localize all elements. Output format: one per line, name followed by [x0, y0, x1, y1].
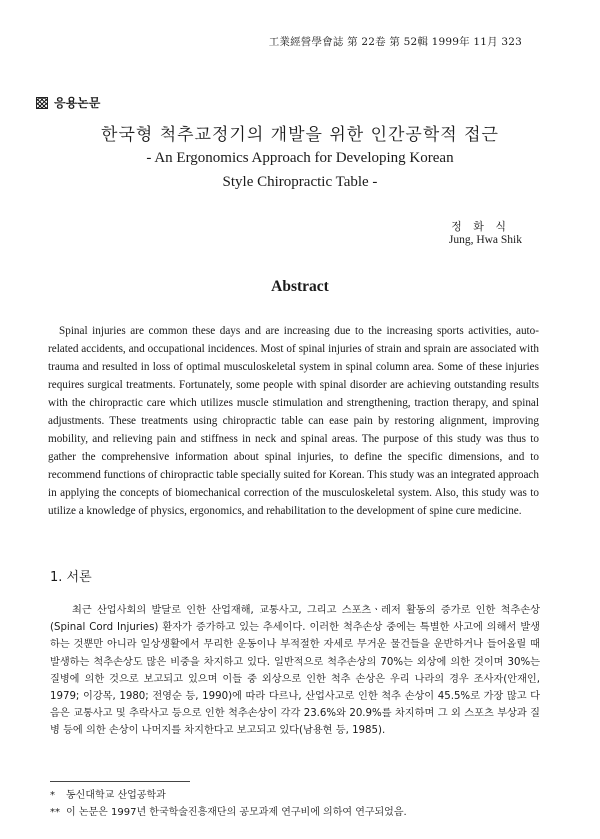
title-english-line2: Style Chiropractic Table - — [222, 174, 378, 190]
footnotes — [50, 787, 550, 821]
section-heading-introduction: 1. 서론 — [50, 570, 92, 585]
footnote-text: 이 논문은 1997년 한국학술진흥재단의 공모과제 연구비에 의하여 연구되었음. — [66, 807, 407, 818]
abstract-text: Spinal injuries are common these days and are increasing due to the increasing sports activities, auto-related accidents, and occupational incidences. Most of spinal injuries of strain and sprain are associated with trauma and resulted in loss of optimal musculoskeletal system in spinal column area. Some of these injuries requires surgical treatments. Fortunately, some people with spinal disorder are achieving outstanding results with the chiropractic care which utilizes muscle stimulation and strengthening, traction therapy, and spinal adjustments. These treatments using chiropractic table can ease pain by restoring alignment, improving mobility, and relieving pain and stiffness in neck and spinal areas. The purpose of this study was thus to gather the comprehensive information about spinal injuries, to define the specific dimensions, and to recommend functions of chiropractic table specially suited for Korean. This study was an integrated approach in applying the concepts of biomechanical correction of the musculoskeletal system. Also, this study was to utilize a knowledge of physics, ergonomics, and rehabilitation to the development of spine cure medicine. — [48, 325, 539, 517]
footnote-funding — [50, 804, 550, 821]
section-tag — [36, 94, 100, 111]
section-tag-label: 응용논문 — [54, 96, 101, 110]
running-header: 工業經營學會誌 第 22卷 第 52輯 1999年 11月 323 — [268, 36, 522, 48]
introduction-text: 최근 산업사회의 발달로 인한 산업재해, 교통사고, 그리고 스포츠ㆍ레저 활동의 증가로 인한 척추손상(Spinal Cord Injuries) 환자가 증가하고 있는 추세이다. 이러한 척추손상 중에는 특별한 사고에 의해서 발생하는 것뿐만 아니라 일상생활에서 무리한 운동이나 부적절한 자세로 무거운 물건들을 운반하거나 들어올릴 때 발생하는 척추손상도 많은 비중을 차지하고 있다. 일반적으로 척추손상의 70%는 외상에 의한 것이며 30%는 질병에 의한 것으로 보고되고 있으며 이들 중 외상으로 인한 척추 손상은 우리 나라의 경우 조사자(안재인, 1979; 이강목, 1980; 전영순 등, 1990)에 따라 다르나, 산업사고로 인한 척추 손상이 45.5%로 가장 많고 다음은 교통사고 및 추락사고 등으로 인한 척추손상이 각각 23.6%와 20.9%를 차지하며 그 외 스포츠 부상과 질병 등에 의한 손상이 나머지를 차지한다고 보고되고 있다(남용현 등, 1985). — [50, 605, 540, 737]
footnote-divider — [50, 781, 190, 782]
hatched-square-icon — [36, 97, 48, 109]
footnote-mark: * — [50, 790, 55, 801]
abstract-heading: Abstract — [271, 278, 329, 295]
footnote-text: 동신대학교 산업공학과 — [66, 790, 166, 801]
title-english-line1: - An Ergonomics Approach for Developing Korean — [146, 150, 454, 166]
author-korean: 정 화 식 — [451, 220, 510, 233]
footnote-affiliation — [50, 787, 550, 804]
title-english — [0, 146, 600, 194]
author-english: Jung, Hwa Shik — [448, 234, 522, 246]
footnote-mark: ** — [50, 807, 60, 818]
title-korean: 한국형 척추교정기의 개발을 위한 인간공학적 접근 — [101, 125, 499, 145]
